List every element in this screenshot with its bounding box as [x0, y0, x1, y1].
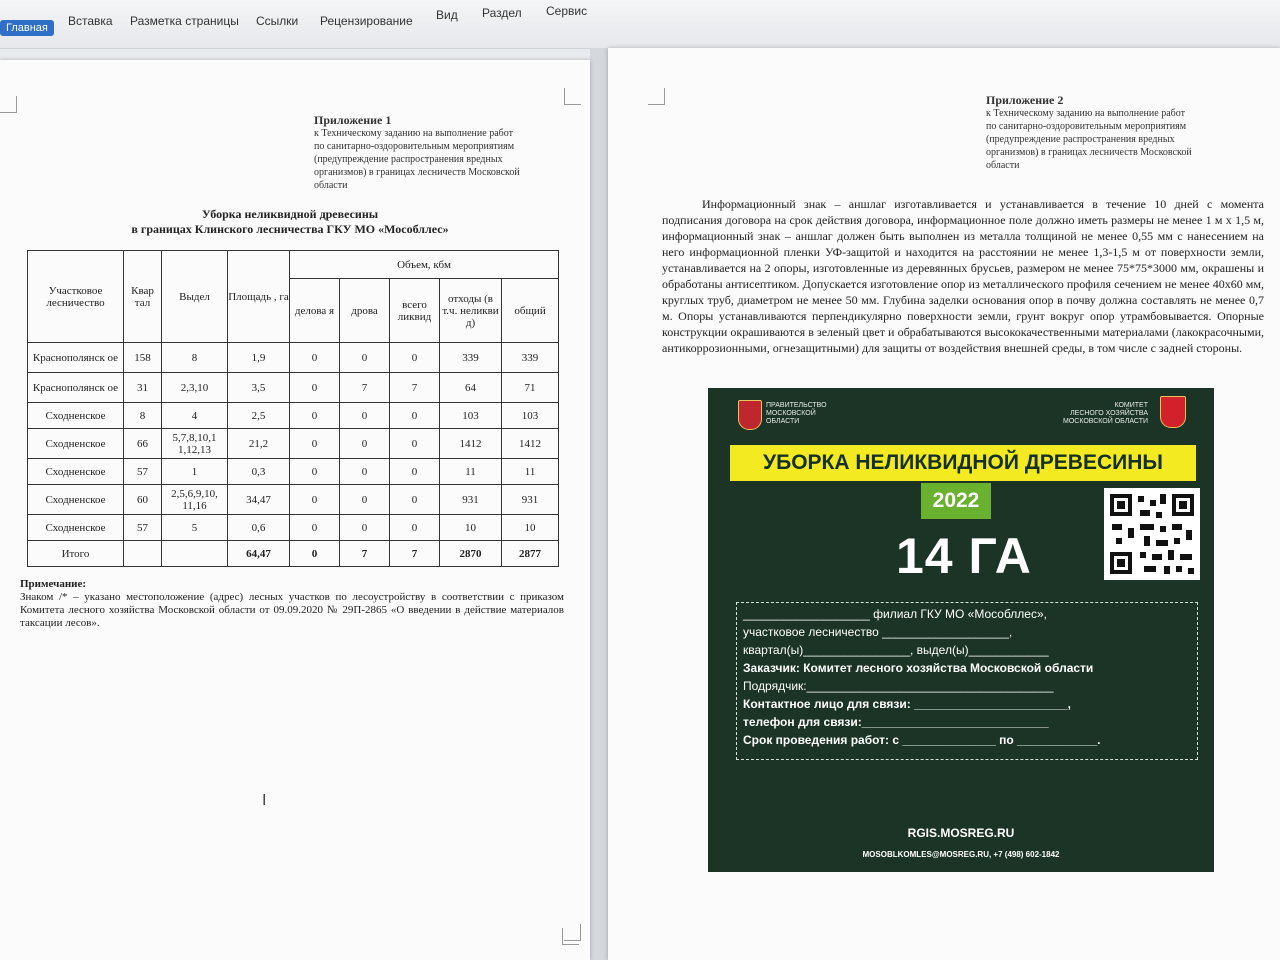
form-line-period: Срок проведения работ: с ______________ по ____________.	[743, 733, 1101, 747]
title-line-1: Уборка неликвидной древесины	[201, 207, 379, 221]
tab-tools[interactable]: Сервис	[546, 4, 588, 18]
cell: 931	[440, 485, 502, 515]
sign-specification-text: Информационный знак – аншлаг изготавливается и устанавливается в течение 10 дней с момента подписания договора на срок действия договора, информационное поле должно иметь размеры не менее 1 м х 1,5 м, информационный знак – аншлаг должен быть выполнен из металла толщиной не менее 0,55 мм с нанесением на него информационной пленки УФ-защитой и находится на расстоянии не менее 1,3-1,5 м от поверхности земли, устанавливается на 2 опоры, изготовленные из деревянных брусьев, размером не менее 75*75*3000 мм, окрашены и обработаны антисептиком. Допускается изготовление опор из металлического профиля сечением не менее 40х60 мм, круглых труб, диаметром не менее 50 мм. Глубина заделки основания опор в почву должна составлять не менее 0,7 м. Опоры устанавливаются перпендикулярно поверхности земли, грунт вокруг опор утрамбовывается. Опорные конструкции окрашиваются в зеленый цвет и обрабатываются высококачественными материалами (лакокрасочными, антикоррозионными, огнезащитными) для защиты от воздействия внешней среды, в том числе с задней стороны.	[662, 197, 1264, 355]
cell: 0	[390, 343, 440, 373]
cell: 5	[162, 515, 228, 541]
cell: Сходненское	[28, 485, 124, 515]
header-business-wood: делова я	[290, 279, 340, 343]
title-line-2: в границах Клинского лесничества ГКУ МО «Мособллес»	[131, 222, 449, 236]
appendix-line: организмов) в границах лесничеств Московской	[986, 147, 1192, 158]
cell: Сходненское	[28, 429, 124, 459]
cell: 11	[502, 459, 559, 485]
cell: 71	[502, 373, 559, 403]
cell: 8	[124, 403, 162, 429]
cell: Сходненское	[28, 515, 124, 541]
cell: 2,5	[228, 403, 290, 429]
tab-view[interactable]: Вид	[436, 8, 458, 22]
cell: Краснополянск ое	[28, 373, 124, 403]
cell: 0	[290, 373, 340, 403]
cell: 0	[290, 485, 340, 515]
government-label: ПРАВИТЕЛЬСТВО МОСКОВСКОЙ ОБЛАСТИ	[766, 402, 827, 425]
cell: 1412	[440, 429, 502, 459]
page-corner-mark	[0, 96, 17, 113]
header-district: Участковое лесничество	[28, 251, 124, 343]
cell: 0	[290, 429, 340, 459]
cell: 0	[290, 541, 340, 567]
page-gap	[590, 48, 608, 960]
header-area: Площадь , га	[228, 251, 290, 343]
cell: 339	[440, 343, 502, 373]
appendix-line: области	[314, 180, 348, 191]
cell: 1	[162, 459, 228, 485]
cell: 2877	[502, 541, 559, 567]
cell: 0	[390, 403, 440, 429]
cell	[162, 541, 228, 567]
table-row	[28, 343, 559, 373]
page-corner-mark	[564, 924, 581, 941]
page-corner-mark	[648, 88, 665, 105]
cell: 0	[290, 403, 340, 429]
cell: 57	[124, 459, 162, 485]
cell: 7	[390, 541, 440, 567]
cell: 0	[290, 343, 340, 373]
cell: 0	[340, 515, 390, 541]
note-title: Примечание:	[20, 578, 87, 590]
form-line-district: участковое лесничество ___________________,	[743, 625, 1013, 639]
table-row	[28, 459, 559, 485]
header-quarter: Квар тал	[124, 251, 162, 343]
cell: 4	[162, 403, 228, 429]
cell: 0	[290, 459, 340, 485]
tab-home[interactable]: Главная	[0, 20, 54, 36]
cell: 103	[502, 403, 559, 429]
cell: 3,5	[228, 373, 290, 403]
cell: 158	[124, 343, 162, 373]
cell: 2870	[440, 541, 502, 567]
cell: 0	[340, 343, 390, 373]
cell: 64	[440, 373, 502, 403]
appendix-1-header	[314, 114, 554, 192]
tab-insert[interactable]: Вставка	[68, 14, 113, 28]
cell: 0,6	[228, 515, 290, 541]
table-row	[28, 515, 559, 541]
ribbon	[0, 0, 1280, 49]
cell: 2,5,6,9,10, 11,16	[162, 485, 228, 515]
header-waste: отходы (в т.ч. неликви д)	[440, 279, 502, 343]
cell: 2,3,10	[162, 373, 228, 403]
volume-table	[27, 250, 559, 567]
cell: 31	[124, 373, 162, 403]
cell: 66	[124, 429, 162, 459]
cell: 0	[340, 459, 390, 485]
cell: 34,47	[228, 485, 290, 515]
cell: 60	[124, 485, 162, 515]
cell: 0,3	[228, 459, 290, 485]
header-overall: общий	[502, 279, 559, 343]
table-total-row	[28, 541, 559, 567]
cell: Сходненское	[28, 403, 124, 429]
cell: 339	[502, 343, 559, 373]
table-row	[28, 373, 559, 403]
appendix-line: по санитарно-оздоровительным мероприятиям	[314, 141, 515, 152]
cell: 931	[502, 485, 559, 515]
page-corner-mark	[564, 88, 581, 105]
sign-form-area	[736, 602, 1198, 760]
cell	[124, 541, 162, 567]
appendix-line: организмов) в границах лесничеств Московской	[314, 167, 520, 178]
form-line-contractor: Подрядчик:_____________________________________	[743, 679, 1054, 693]
committee-label: КОМИТЕТ ЛЕСНОГО ХОЗЯЙСТВА МОСКОВСКОЙ ОБЛАСТИ	[1063, 402, 1148, 425]
header-allotment: Выдел	[162, 251, 228, 343]
cell: Сходненское	[28, 459, 124, 485]
cell: 0	[340, 403, 390, 429]
header-total-liquid: всего ликвид	[390, 279, 440, 343]
cell: 1412	[502, 429, 559, 459]
form-line-customer: Заказчик: Комитет лесного хозяйства Московской области	[743, 661, 1094, 675]
qr-code-icon	[1104, 488, 1200, 580]
cell: 0	[390, 485, 440, 515]
cell: 0	[340, 485, 390, 515]
cell: 0	[390, 429, 440, 459]
appendix-line: к Техническому заданию на выполнение работ	[986, 108, 1185, 119]
cell: 21,2	[228, 429, 290, 459]
appendix-2-header	[986, 94, 1246, 172]
tab-page-layout[interactable]: Разметка страницы	[130, 14, 239, 28]
form-line-phone: телефон для связи:____________________________	[743, 715, 1049, 729]
sign-year: 2022	[921, 483, 991, 519]
cell: 8	[162, 343, 228, 373]
sign-area: 14 ГА	[896, 528, 1032, 584]
cell: 10	[440, 515, 502, 541]
appendix-line: (предупреждение распространения вредных	[986, 134, 1175, 145]
cell: 1,9	[228, 343, 290, 373]
appendix-line: области	[986, 160, 1020, 171]
sign-banner: УБОРКА НЕЛИКВИДНОЙ ДРЕВЕСИНЫ	[730, 445, 1196, 481]
cell: 0	[390, 459, 440, 485]
form-line-branch: ___________________ филиал ГКУ МО «Мособллес»,	[743, 607, 1047, 621]
cell: 5,7,8,10,1 1,12,13	[162, 429, 228, 459]
forestry-committee-emblem-icon	[1160, 396, 1186, 428]
document-title	[100, 207, 480, 237]
appendix-line: по санитарно-оздоровительным мероприятиям	[986, 121, 1187, 132]
information-sign-image[interactable]	[708, 388, 1214, 872]
tab-review[interactable]: Рецензирование	[320, 14, 413, 28]
appendix-title: Приложение 1	[314, 113, 392, 127]
cell: 0	[340, 429, 390, 459]
appendix-line: к Техническому заданию на выполнение работ	[314, 128, 513, 139]
table-row	[28, 429, 559, 459]
appendix-line: (предупреждение распространения вредных	[314, 154, 503, 165]
tab-references[interactable]: Ссылки	[256, 14, 299, 28]
text-cursor-icon: I	[262, 792, 267, 809]
cell: 0	[290, 515, 340, 541]
cell: 7	[340, 541, 390, 567]
cell: Итого	[28, 541, 124, 567]
tab-section[interactable]: Раздел	[482, 6, 522, 20]
table-row	[28, 403, 559, 429]
header-firewood: дрова	[340, 279, 390, 343]
sign-website: RGIS.MOSREG.RU	[907, 826, 1015, 840]
sign-contacts: MOSOBLKOMLES@MOSREG.RU, +7 (498) 602-1842	[862, 850, 1060, 859]
cell: 7	[340, 373, 390, 403]
cell: 0	[390, 515, 440, 541]
form-line-contact: Контактное лицо для связи: _______________________,	[743, 697, 1071, 711]
cell: 103	[440, 403, 502, 429]
appendix-title: Приложение 2	[986, 93, 1064, 107]
cell: 7	[390, 373, 440, 403]
cell: 10	[502, 515, 559, 541]
note-text: Знаком /* – указано местоположение (адрес) лесных участков по лесоустройству в соответствии с приказом Комитета лесного хозяйства Московской области от 09.09.2020 № 29П-2865 «О введении в действие материалов таксации лесов».	[20, 591, 564, 629]
form-line-quarter: квартал(ы)________________, выдел(ы)____________	[743, 643, 1049, 657]
table-row	[28, 485, 559, 515]
note-block	[20, 578, 564, 630]
cell: Краснополянск ое	[28, 343, 124, 373]
cell: 11	[440, 459, 502, 485]
header-volume: Объем, кбм	[290, 251, 559, 279]
cell: 64,47	[228, 541, 290, 567]
moscow-region-coat-of-arms-icon	[738, 400, 762, 430]
cell: 57	[124, 515, 162, 541]
